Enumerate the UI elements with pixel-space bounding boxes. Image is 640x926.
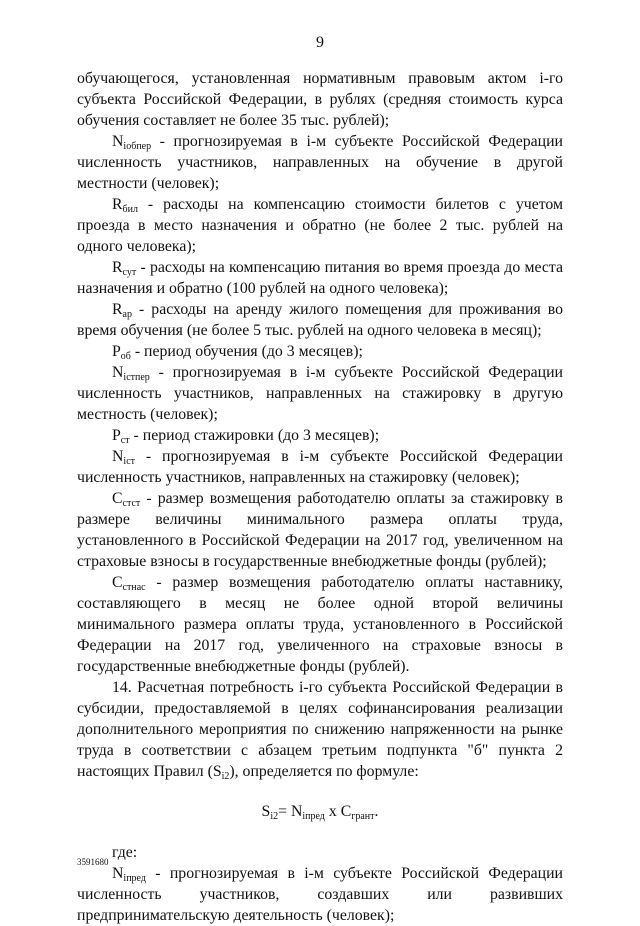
document-code: 3591680 [77, 857, 109, 867]
document-body [77, 68, 563, 926]
definition-r-sut: $R_{сут}$ - расходы на компенсацию питания во время проезда до места назначения и обратно (100 рублей на одного человека); [77, 259, 563, 297]
definition-p-ob: $P_{об}$ - период обучения (до 3 месяцев); [112, 343, 363, 362]
definition-c-stst: $C_{стст}$ - размер возмещения работодателю оплаты за стажировку в размере величины минимального размера оплаты труда, установленного в Российской Федерации на 2017 год, увеличенном на страховые взносы в государственные внебюджетные фонды (рублей); [77, 490, 563, 570]
definition-r-ar: $R_{ар}$ - расходы на аренду жилого помещения для проживания во время обучения (не более 5 тыс. рублей на одного человека в месяц); [77, 301, 563, 339]
definition-r-bil: $R_{бил}$ - расходы на компенсацию стоимости билетов с учетом проезда в место назначения и обратно (не более 2 тыс. рублей на одного человека); [77, 196, 563, 255]
page-number: 9 [316, 34, 324, 51]
definition-n-iobper: $N_{iобпер}$ - прогнозируемая в i-м субъекте Российской Федерации численность участников, направленных на обучение в другой местности (человек); [77, 133, 563, 192]
definition-n-ipred: $N_{iпред}$ - прогнозируемая в i-м субъекте Российской Федерации численность участников, создавших или развивших предпринимательскую деятельность (человек); [77, 865, 563, 924]
paragraph-continuation: обучающегося, установленная нормативным правовым актом i-го субъекта Российской Федерации, в рублях (средняя стоимость курса обучения составляет не более 35 тыс. рублей); [77, 70, 563, 129]
where-label: где: [112, 844, 138, 861]
definition-n-istper: $N_{iстпер}$ - прогнозируемая в i-м субъекте Российской Федерации численность участников, направленных на стажировку в другую местность (человек); [77, 364, 563, 423]
definition-p-st: $P_{ст}$ - период стажировки (до 3 месяцев); [112, 427, 380, 446]
formula: $S_{i2}= N_{iпред}$ x $C_{грант}$. [261, 803, 379, 822]
definition-c-stnas: $C_{стнас}$ - размер возмещения работодателю оплаты наставнику, составляющего в месяц не более одной второй величины минимального размера оплаты труда, установленного в Российской Федерации на 2017 год, увеличенного на страховые взносы в государственные внебюджетные фонды (рублей). [77, 574, 563, 675]
item-14: 14. Расчетная потребность i-го субъекта Российской Федерации в субсидии, предоставляемой в целях софинансирования реализации дополнительного мероприятия по снижению напряженности на рынке труда в соответствии с абзацем третьим подпункта "б" пункта 2 настоящих Правил $(S_{i2})$, определяется по формуле: [77, 679, 563, 782]
definition-n-ist: $N_{iст}$ - прогнозируемая в i-м субъекте Российской Федерации численность участников, направленных на стажировку (человек); [77, 448, 563, 486]
